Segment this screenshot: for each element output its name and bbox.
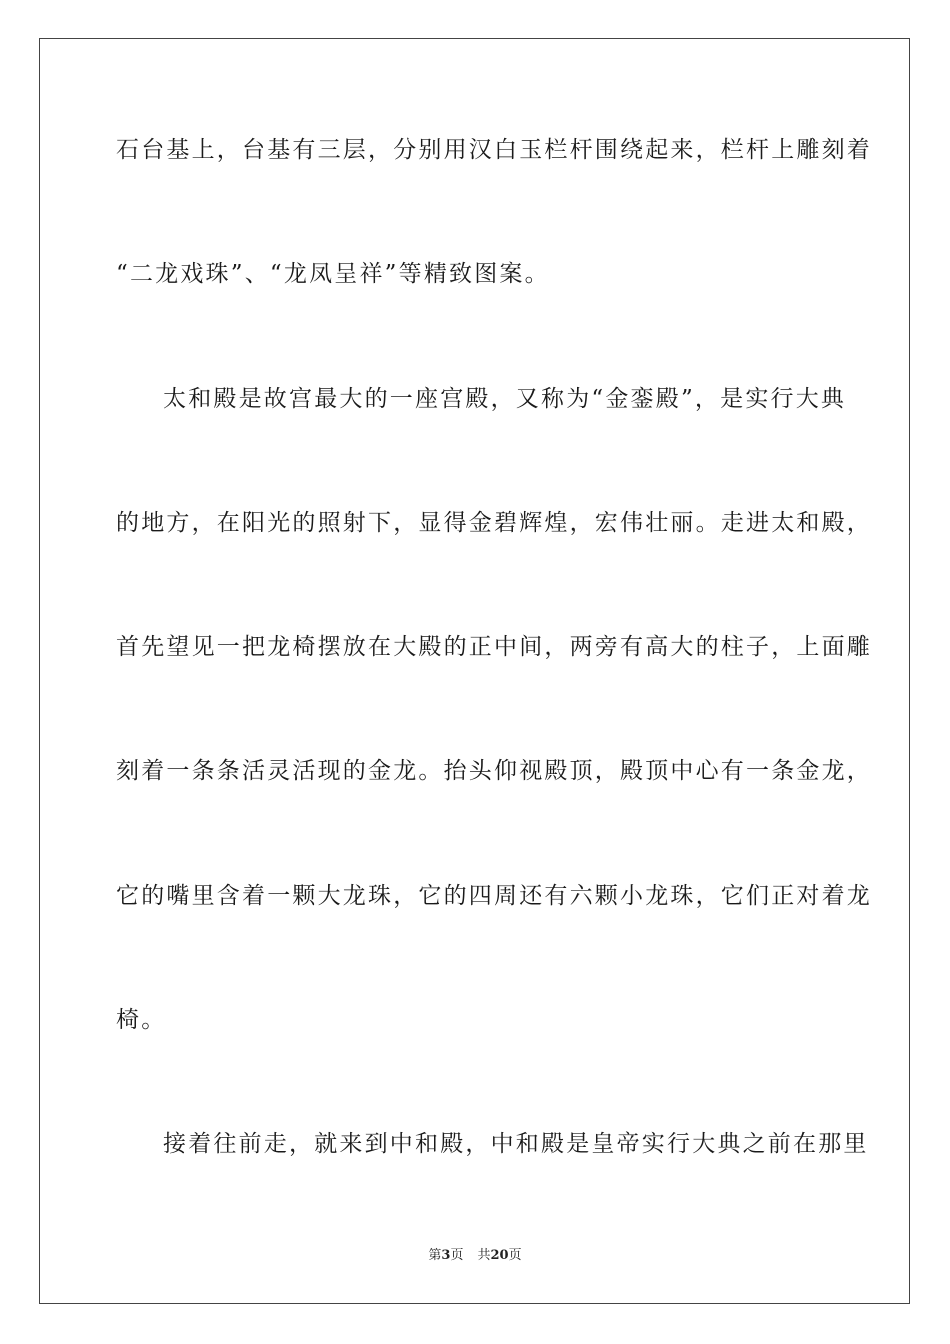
text-line-6: 刻着一条条活灵活现的金龙。抬头仰视殿顶，殿顶中心有一条金龙，: [116, 758, 872, 784]
text-line-8: 椅。: [116, 1007, 167, 1033]
total-suffix: 页: [508, 1248, 522, 1263]
total-pages: 20: [490, 1248, 509, 1263]
text-line-7: 它的嘴里含着一颗大龙珠，它的四周还有六颗小龙珠，它们正对着龙: [116, 883, 872, 909]
text-line-3: 太和殿是故宫最大的一座宫殿，又称为“金銮殿”，是实行大典: [163, 386, 847, 412]
total-prefix: 共: [477, 1248, 491, 1263]
page-suffix: 页: [450, 1248, 464, 1263]
page-footer: [0, 1247, 950, 1265]
page-number: 3: [441, 1248, 451, 1263]
text-line-1: 石台基上，台基有三层，分别用汉白玉栏杆围绕起来，栏杆上雕刻着: [116, 137, 872, 163]
text-line-9: 接着往前走，就来到中和殿，中和殿是皇帝实行大典之前在那里: [163, 1131, 869, 1157]
page-border: [39, 38, 910, 1304]
text-line-2: “二龙戏珠”、“龙凤呈祥”等精致图案。: [116, 261, 550, 287]
text-line-5: 首先望见一把龙椅摆放在大殿的正中间，两旁有高大的柱子，上面雕: [116, 634, 872, 660]
page-prefix: 第: [428, 1248, 442, 1263]
text-line-4: 的地方，在阳光的照射下，显得金碧辉煌，宏伟壮丽。走进太和殿，: [116, 510, 872, 536]
